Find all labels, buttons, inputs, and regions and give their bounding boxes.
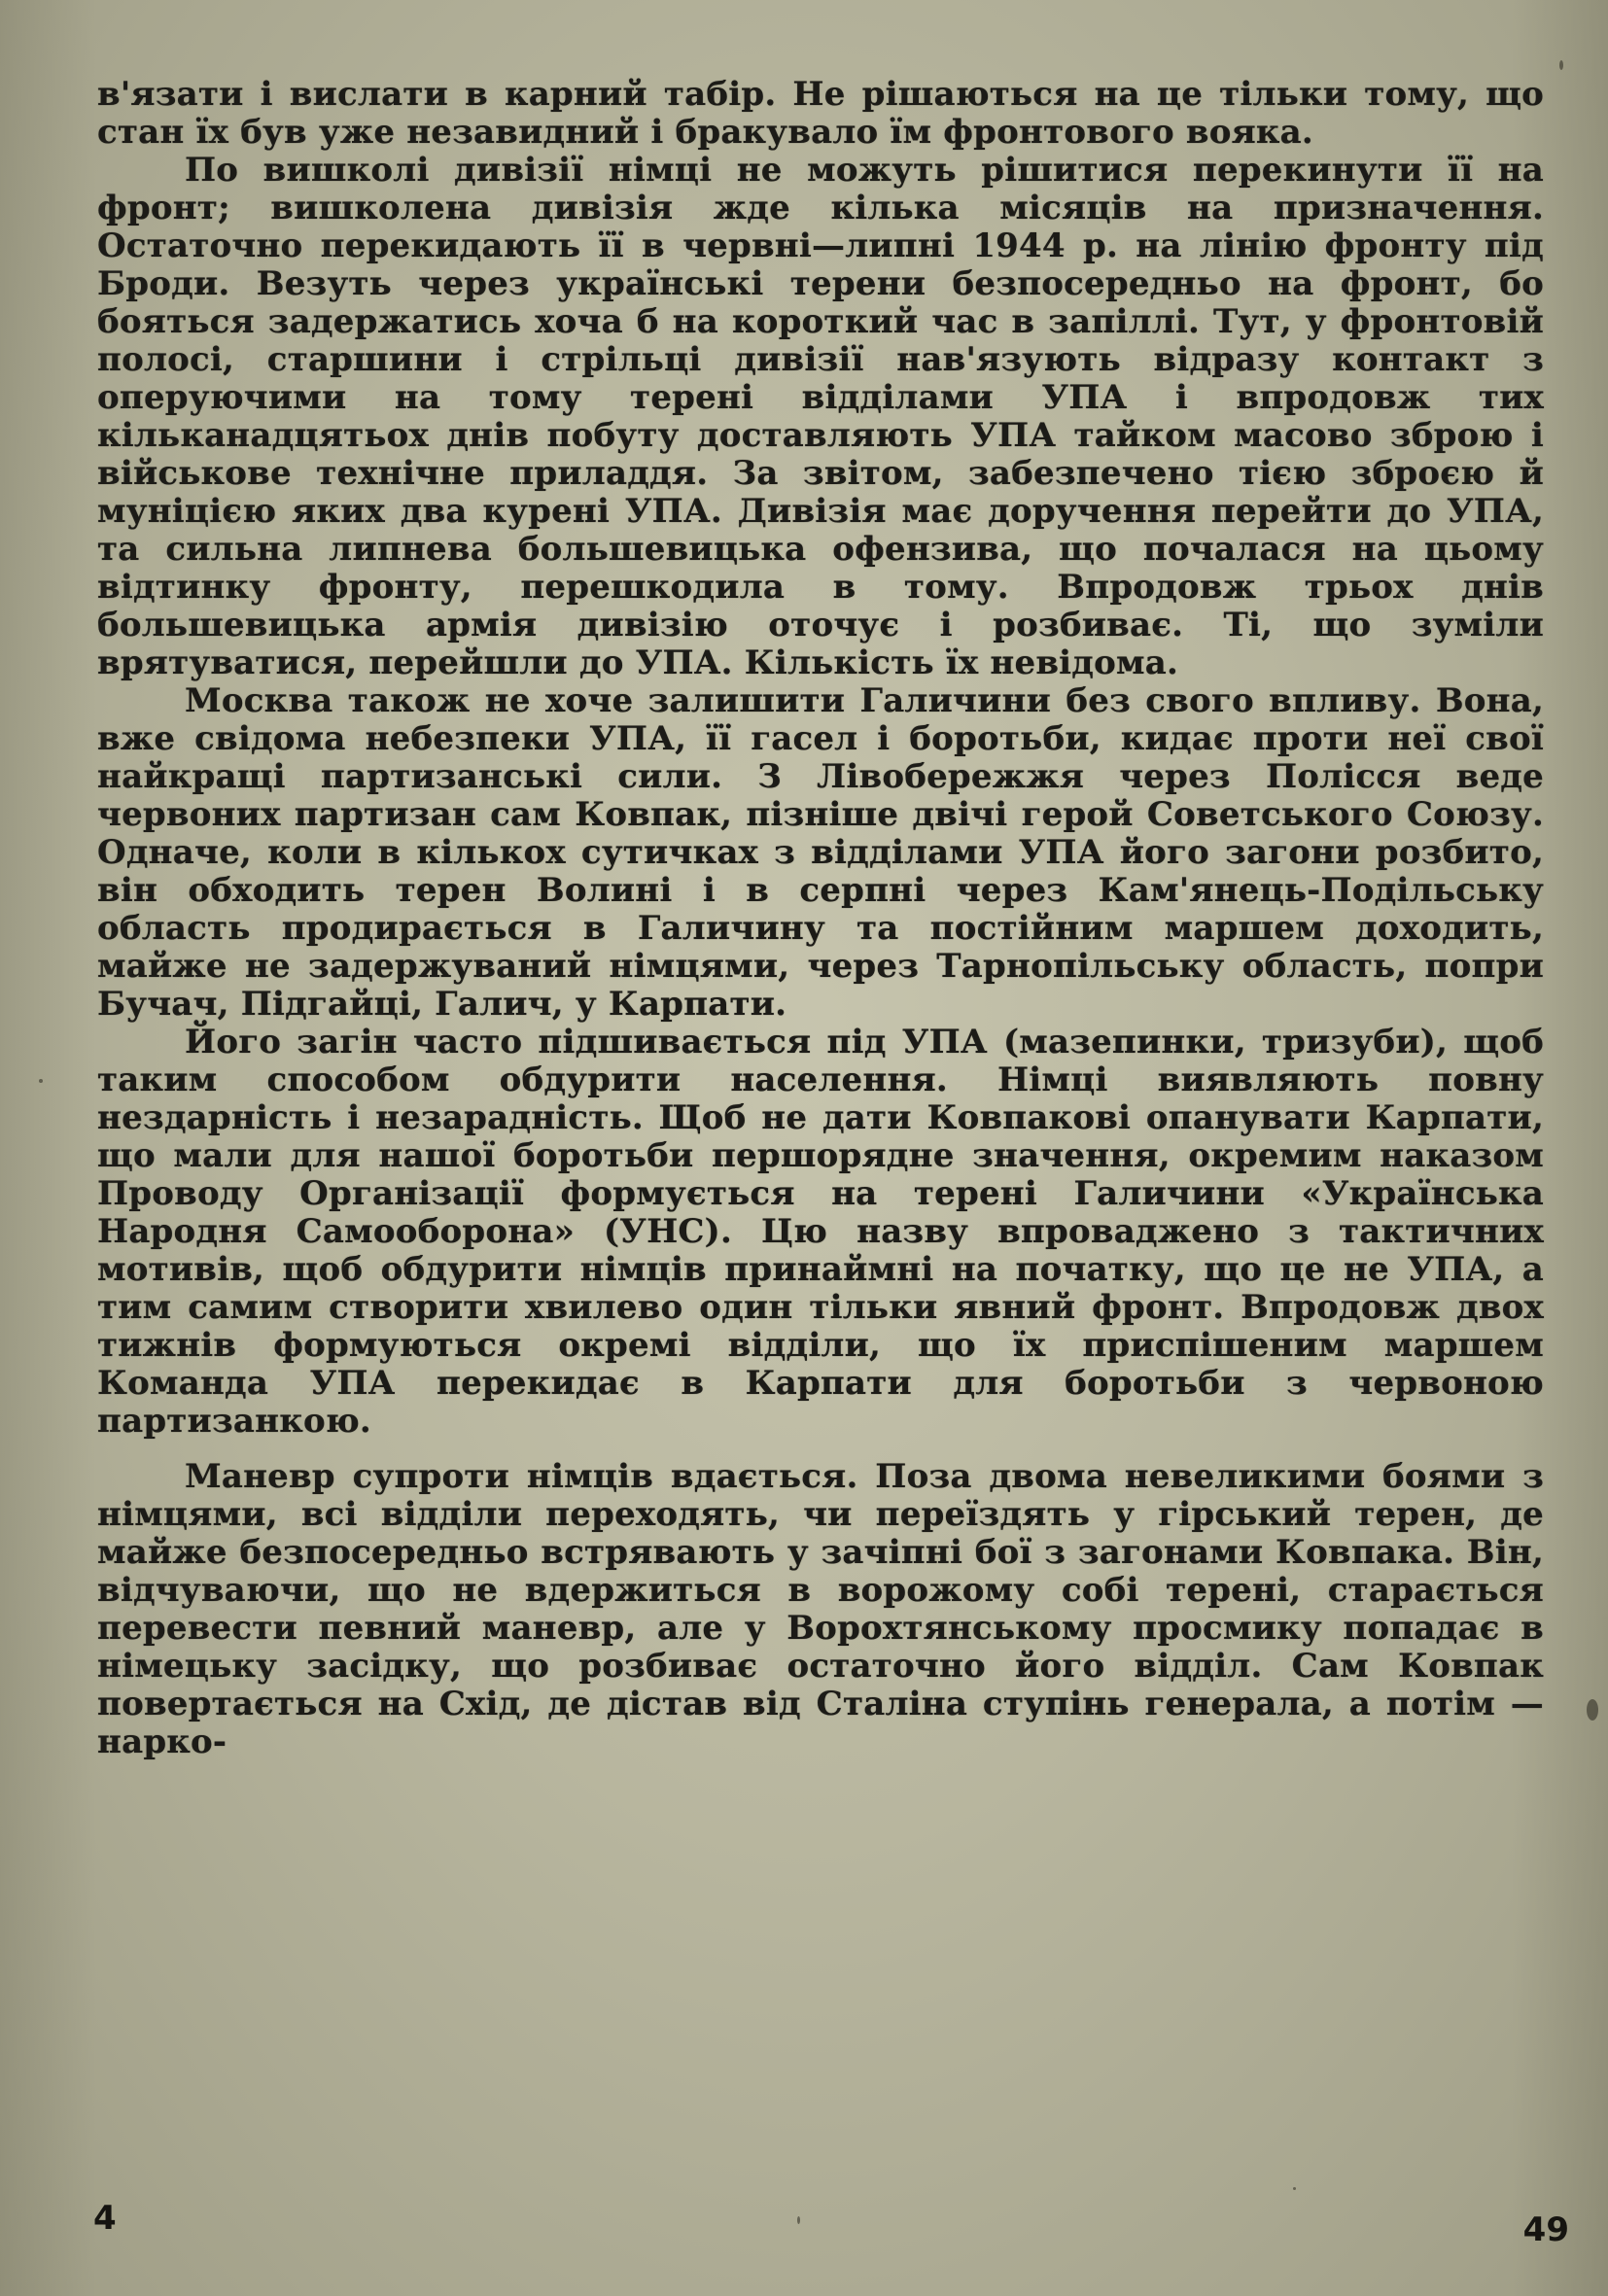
paragraph-4: Його загін часто підшивається під УПА (мазепинки, тризуби), щоб таким способом обдурити населення. Німці виявляють повну нездарність і незарадність. Щоб не дати Ковпакові опанувати Карпати, що мали для нашої боротьби першорядне значення, окремим наказом Проводу Організації формується на терені Галичини «Українська Народня Самооборона» (УНС). Цю назву впроваджено з тактичних мотивів, щоб обдурити німців принаймні на початку, що це не УПА, а тим самим створити хвилево один тільки явний фронт. Впродовж двох тижнів формуються окремі відділи, що їх приспішеним маршем Команда УПА перекидає в Карпати для боротьби з червоною партизанкою. <box>97 1023 1544 1441</box>
scan-speck <box>39 1079 43 1083</box>
page-number: 49 <box>1522 2210 1569 2249</box>
paragraph-2: По вишколі дивізії німці не можуть рішитися перекинути її на фронт; вишколена дивізія жде кілька місяців на призначення. Остаточно перекидають її в червні—липні 1944 р. на лінію фронту під Броди. Везуть через українські терени безпосередньо на фронт, бо бояться задержатись хоча б на короткий час в запіллі. Тут, у фронтовій полосі, старшини і стрільці дивізії нав'язують відразу контакт з оперуючими на тому терені відділами УПА і впродовж тих кільканадцятьох днів побуту доставляють УПА тайком масово зброю і військове технічне приладдя. За звітом, забезпечено тією зброєю й муніцією яких два курені УПА. Дивізія має доручення перейти до УПА, та сильна липнева большевицька офензива, що почалася на цьому відтинку фронту, перешкодила в тому. Впродовж трьох днів большевицька армія дивізію оточує і розбиває. Ті, що зуміли врятуватися, перейшли до УПА. Кількість їх невідома. <box>97 151 1544 682</box>
scan-speck <box>1559 60 1563 70</box>
paragraph-3: Москва також не хоче залишити Галичини без свого впливу. Вона, вже свідома небезпеки УПА, її гасел і боротьби, кидає проти неї свої найкращі партизанські сили. З Лівобережжя через Полісся веде червоних партизан сам Ковпак, пізніше двічі герой Советського Союзу. Одначе, коли в кількох сутичках з відділами УПА його загони розбито, він обходить терен Волині і в серпні через Кам'янець-Подільську область продирається в Галичину та постійним маршем доходить, майже не задержуваний німцями, через Тарнопільську область, попри Бучач, Підгайці, Галич, у Карпати. <box>97 681 1544 1024</box>
body-text <box>97 76 1544 1761</box>
scan-speck <box>797 2216 800 2224</box>
signature-mark: 4 <box>93 2199 117 2238</box>
scan-speck <box>1587 1699 1598 1721</box>
paragraph-1: в'язати і вислати в карний табір. Не рішаються на це тільки тому, що стан їх був уже незавидний і бракувало їм фронтового вояка. <box>97 75 1544 152</box>
paragraph-5: Маневр супроти німців вдається. Поза двома невеликими боями з німцями, всі відділи переходять, чи переїздять у гірський терен, де майже безпосередньо встрявають у зачіпні бої з загонами Ковпака. Він, відчуваючи, що не вдержиться в ворожому собі терені, старається перевести певний маневр, але у Ворохтянському просмику попадає в німецьку засідку, що розбиває остаточно його відділ. Сам Ковпак повертається на Схід, де дістав від Сталіна ступінь генерала, а потім — нарко- <box>97 1457 1544 1761</box>
scan-speck <box>1293 2187 1296 2190</box>
